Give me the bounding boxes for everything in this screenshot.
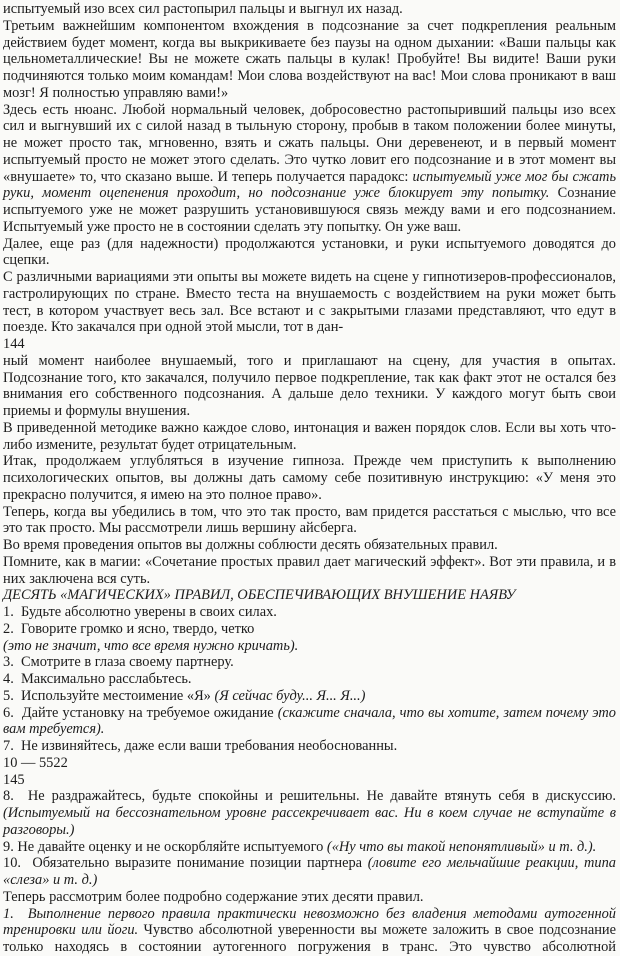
list-item [3,738,616,755]
paragraph [3,353,616,420]
text-run: Чувство абсолютной уверенности вы можете заложить в свое подсознание только находясь в состоянии аутогенного погружения в транс. Это чувство абсолютной [3,922,616,955]
list-item [3,705,616,739]
text-run: 7. Не извиняйтесь, даже если ваши требования необоснованны. [3,738,398,754]
text-run: 3. Смотрите в глаза своему партнеру. [3,654,234,671]
paragraph [3,889,616,906]
text-run: Итак, продолжаем углубляться в изучение гипноза. Прежде чем приступить к выполнению психологических опытов, вы должны дать самому себе позитивную инструкцию: «У меня это прекрасно получится, я имею на это полное право». [3,453,616,503]
text-run: 8. Не раздражайтесь, будьте спокойны и решительны. Не давайте втянуть себя в дискуссию. [3,788,616,805]
text-run: С различными вариациями эти опыты вы можете видеть на сцене у гипнотизеров-профессионалов, гастролирующих по стране. Вместо теста на внушаемость с воздействием на руки может быть тест, в котором участвует весь зал. Все встают и с закрытыми глазами представляют, что едут в поезде. Кто закачался при одной этой мысли, тот в дан- [3,269,616,336]
list-item [3,654,616,671]
text-run: Теперь рассмотрим более подробно содержание этих десяти правил. [3,888,424,905]
paragraph [3,537,616,554]
text-run: 145 [3,771,25,788]
text-run: Теперь, когда вы убедились в том, что это так просто, вам придется расстаться с мыслью, что все это так просто. Мы рассмотрели лишь вершину айсберга. [3,503,616,537]
italic-text-run: («Ну что вы такой непонятливый» и т. д.). [326,838,597,855]
paragraph [3,236,616,270]
paragraph [3,504,616,538]
text-run: 4. Максимально расслабьтесь. [3,671,192,687]
text-run: 10. Обязательно выразите понимание позиции партнера [3,855,368,872]
paragraph [3,18,616,102]
italic-text-run: ДЕСЯТЬ «МАГИЧЕСКИХ» ПРАВИЛ, ОБЕСПЕЧИВАЮЩИХ ВНУШЕНИЕ НАЯВУ [3,587,516,604]
italic-text-run: (скажите сначала, что вы хотите, затем почему это вам требуется). [3,704,616,738]
text-run: испытуемый изо всех сил растопырил пальцы и выгнул их назад. [3,1,403,17]
italic-text-run: 1. Выполнение первого правила практически невозможно без владения методами аутогенной тренировки или йоги. [3,905,616,939]
page-number [3,772,616,789]
list-item [3,604,616,621]
list-item [3,839,616,856]
text-run: 9. Не давайте оценку и не оскорбляйте испытуемого [3,838,327,855]
text-run: Здесь есть нюанс. Любой нормальный человек, добросовестно растопыривший пальцы изо всех сил и выгнувший их с силой назад в тыльную сторону, пробыв в таком положении более минуты, не может просто так, мгновенно, взять и сжать пальцы. Они деревенеют, и в первый момент испытуемый просто не может этого сделать. Это чутко ловит его подсознание и в этот момент вы «внушаете» то, что сказано выше. И теперь получается парадокс: [3,101,616,185]
text-run: Помните, как в магии: «Сочетание простых правил дает магический эффект». Вот эти правила, и в них заключена вся суть. [3,553,616,587]
section-heading [3,587,616,604]
italic-text-run: (это не значит, что все время нужно кричать). [3,637,299,654]
italic-text-run: (ловите его мельчайшие реакции, типа «слеза» и т. д.) [3,855,617,888]
text-run: Третьим важнейшим компонентом вхождения в подсознание за счет подкрепления реальным действием будет момент, когда вы выкрикиваете без паузы на одном дыхании: «Ваши пальцы как цельнометаллические! Вы не можете сжать пальцы в кулак! Пробуйте! Вы видите! Ваши руки подчиняются только моим командам! Мои слова воздействуют на вас! Мои слова проникают в ваш мозг! Я полностью управляю вами!» [3,17,616,101]
print-signature [3,755,616,772]
paragraph [3,420,616,454]
list-item [3,671,616,688]
italic-text-run: (Я сейчас буду... Я... Я...) [214,687,366,704]
paragraph [3,453,616,503]
text-run: 2. Говорите громко и ясно, твердо, четко [3,620,255,637]
text-run: 10 — 5522 [3,754,68,771]
italic-text-run: испытуемый уже мог бы сжать руки, момент оцепенения проходит, но подсознание уже блокирует эту попытку. [3,168,616,202]
list-item [3,621,616,638]
text-run: 5. Используйте местоимение «Я» [3,687,215,704]
text-run: 6. Дайте установку на требуемое ожидание [3,704,278,721]
page-text [3,1,616,956]
list-item-note [3,638,616,655]
list-item [3,688,616,705]
paragraph [3,102,616,236]
paragraph [3,906,616,956]
text-run: Во время проведения опытов вы должны соблюсти десять обязательных правил. [3,537,498,553]
italic-text-run: (Испытуемый на бессознательном уровне рассекречивает вас. Ни в коем случае не вступайте в разговоры.) [3,805,616,838]
list-item [3,788,616,838]
text-run: 1. Будьте абсолютно уверены в своих силах. [3,604,277,620]
paragraph-continuation [3,1,616,18]
text-run: Далее, еще раз (для надежности) продолжаются установки, и руки испытуемого доводятся до сцепки. [3,235,616,269]
text-run: ный момент наиболее внушаемый, того и приглашают на сцену, для участия в опытах. Подсознание того, кто закачался, получило первое подкрепление, так как факт этот не остался без внимания его собственного подсознания. А дальше дело техники. У каждого могут быть свои приемы и формулы внушения. [3,352,616,419]
text-run: В приведенной методике важно каждое слово, интонация и важен порядок слов. Если вы хоть что-либо измените, результат будет отрицательным. [3,419,616,453]
text-run: Сознание испытуемого уже не может разрушить установившуюся связь между вами и его подсознанием. Испытуемый уже просто не в состоянии сделать эту попытку. Он уже ваш. [3,185,616,235]
paragraph [3,554,616,588]
text-run: 144 [3,336,25,352]
list-item [3,855,616,889]
page-number [3,336,616,353]
paragraph [3,269,616,336]
